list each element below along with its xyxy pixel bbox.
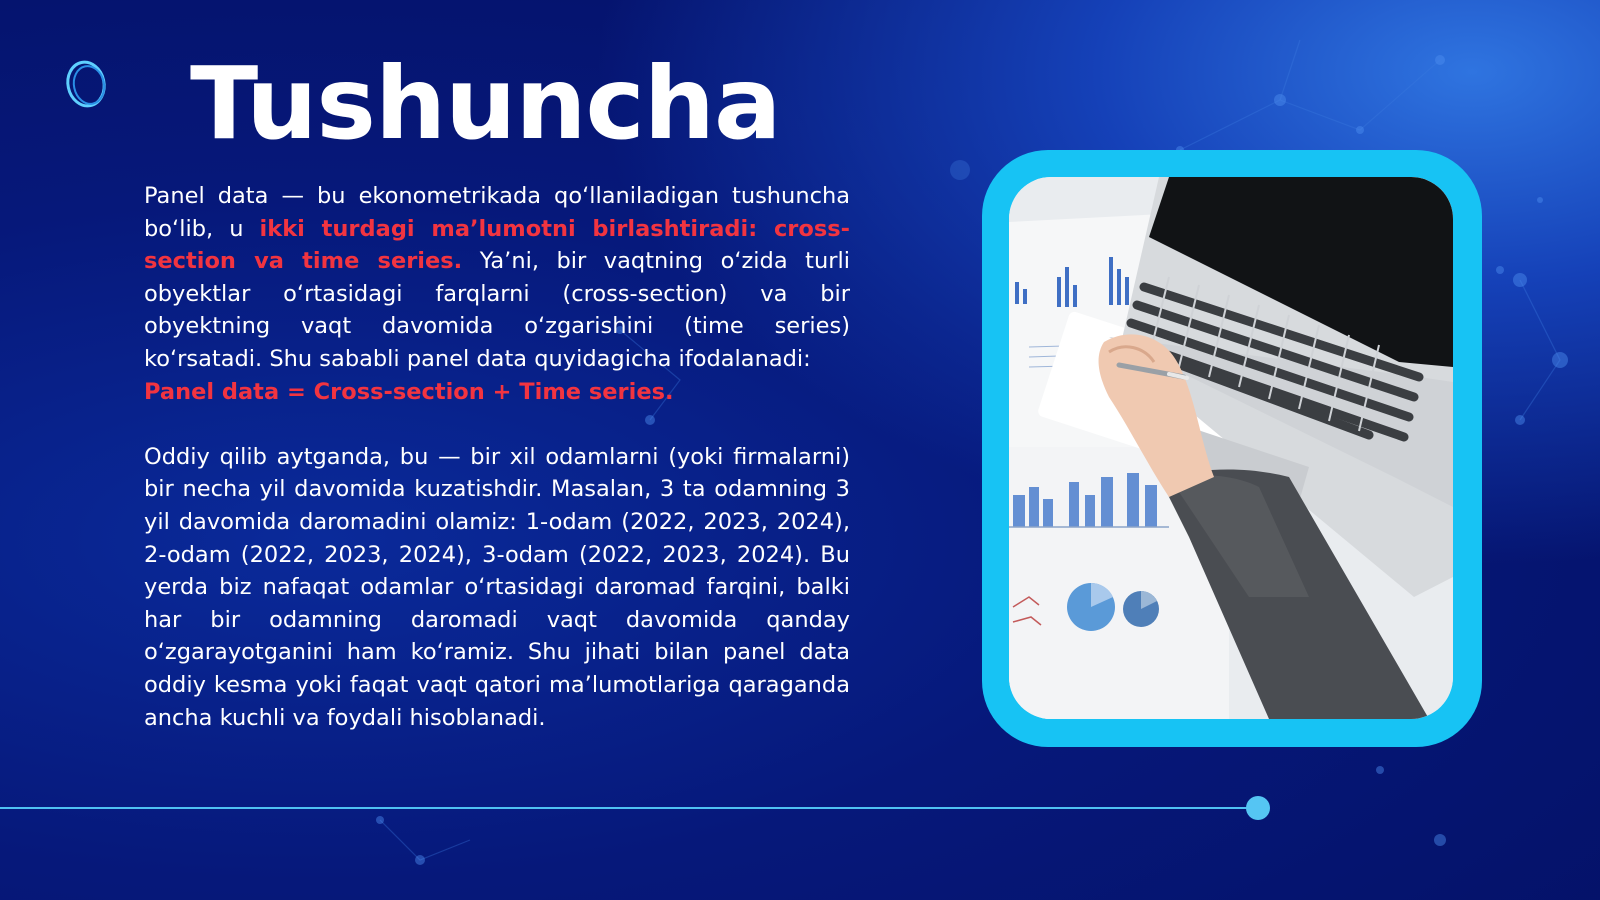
paragraph-intro <box>144 180 850 376</box>
laptop-charts-photo <box>1009 177 1453 719</box>
formula-text: Panel data = Cross-section + Time series. <box>144 378 674 405</box>
timeline-line <box>0 807 1258 809</box>
body-text <box>144 180 850 734</box>
paragraph-example: Oddiy qilib aytganda, bu — bir xil odamlarni (yoki firmalarni) bir necha yil davomida kuzatishdir. Masalan, 3 ta odamning 3 yil davomida daromadini olamiz: 1-odam (2022, 2023, 2024), 2-odam (2022, 2023, 2024), 3-odam (2022, 2023, 2024). Bu yerda biz nafaqat odamlar o‘rtasidagi daromad farqini, balki har bir odamning daromadi vaqt davomida qanday o‘zgarayotganini ham ko‘ramiz. Shu jihati bilan panel data oddiy kesma yoki faqat vaqt qatori ma’lumotlariga qaraganda ancha kuchli va foydali hisoblanadi. <box>144 443 850 731</box>
ring-logo-icon <box>62 56 112 112</box>
timeline-dot <box>1246 796 1270 820</box>
intro-text-continued: Ya’ni, bir vaqtning o‘zida turli obyektlar o‘rtasidagi farqlarni (cross-section) va bir obyektning vaqt davomida o‘zgarishini (time series) ko‘rsatadi. Shu sababli panel data quyidagicha ifodalanadi: <box>144 248 850 372</box>
intro-text: Panel data — bu ekonometrikada qo‘llaniladigan tushuncha bo‘lib, u <box>144 183 850 242</box>
paragraph-spacer <box>144 408 850 441</box>
highlight-text: ikki turdagi ma’lumotni birlashtiradi: cross-section va time series. <box>144 215 850 275</box>
slide-title: Tushuncha <box>190 45 781 162</box>
